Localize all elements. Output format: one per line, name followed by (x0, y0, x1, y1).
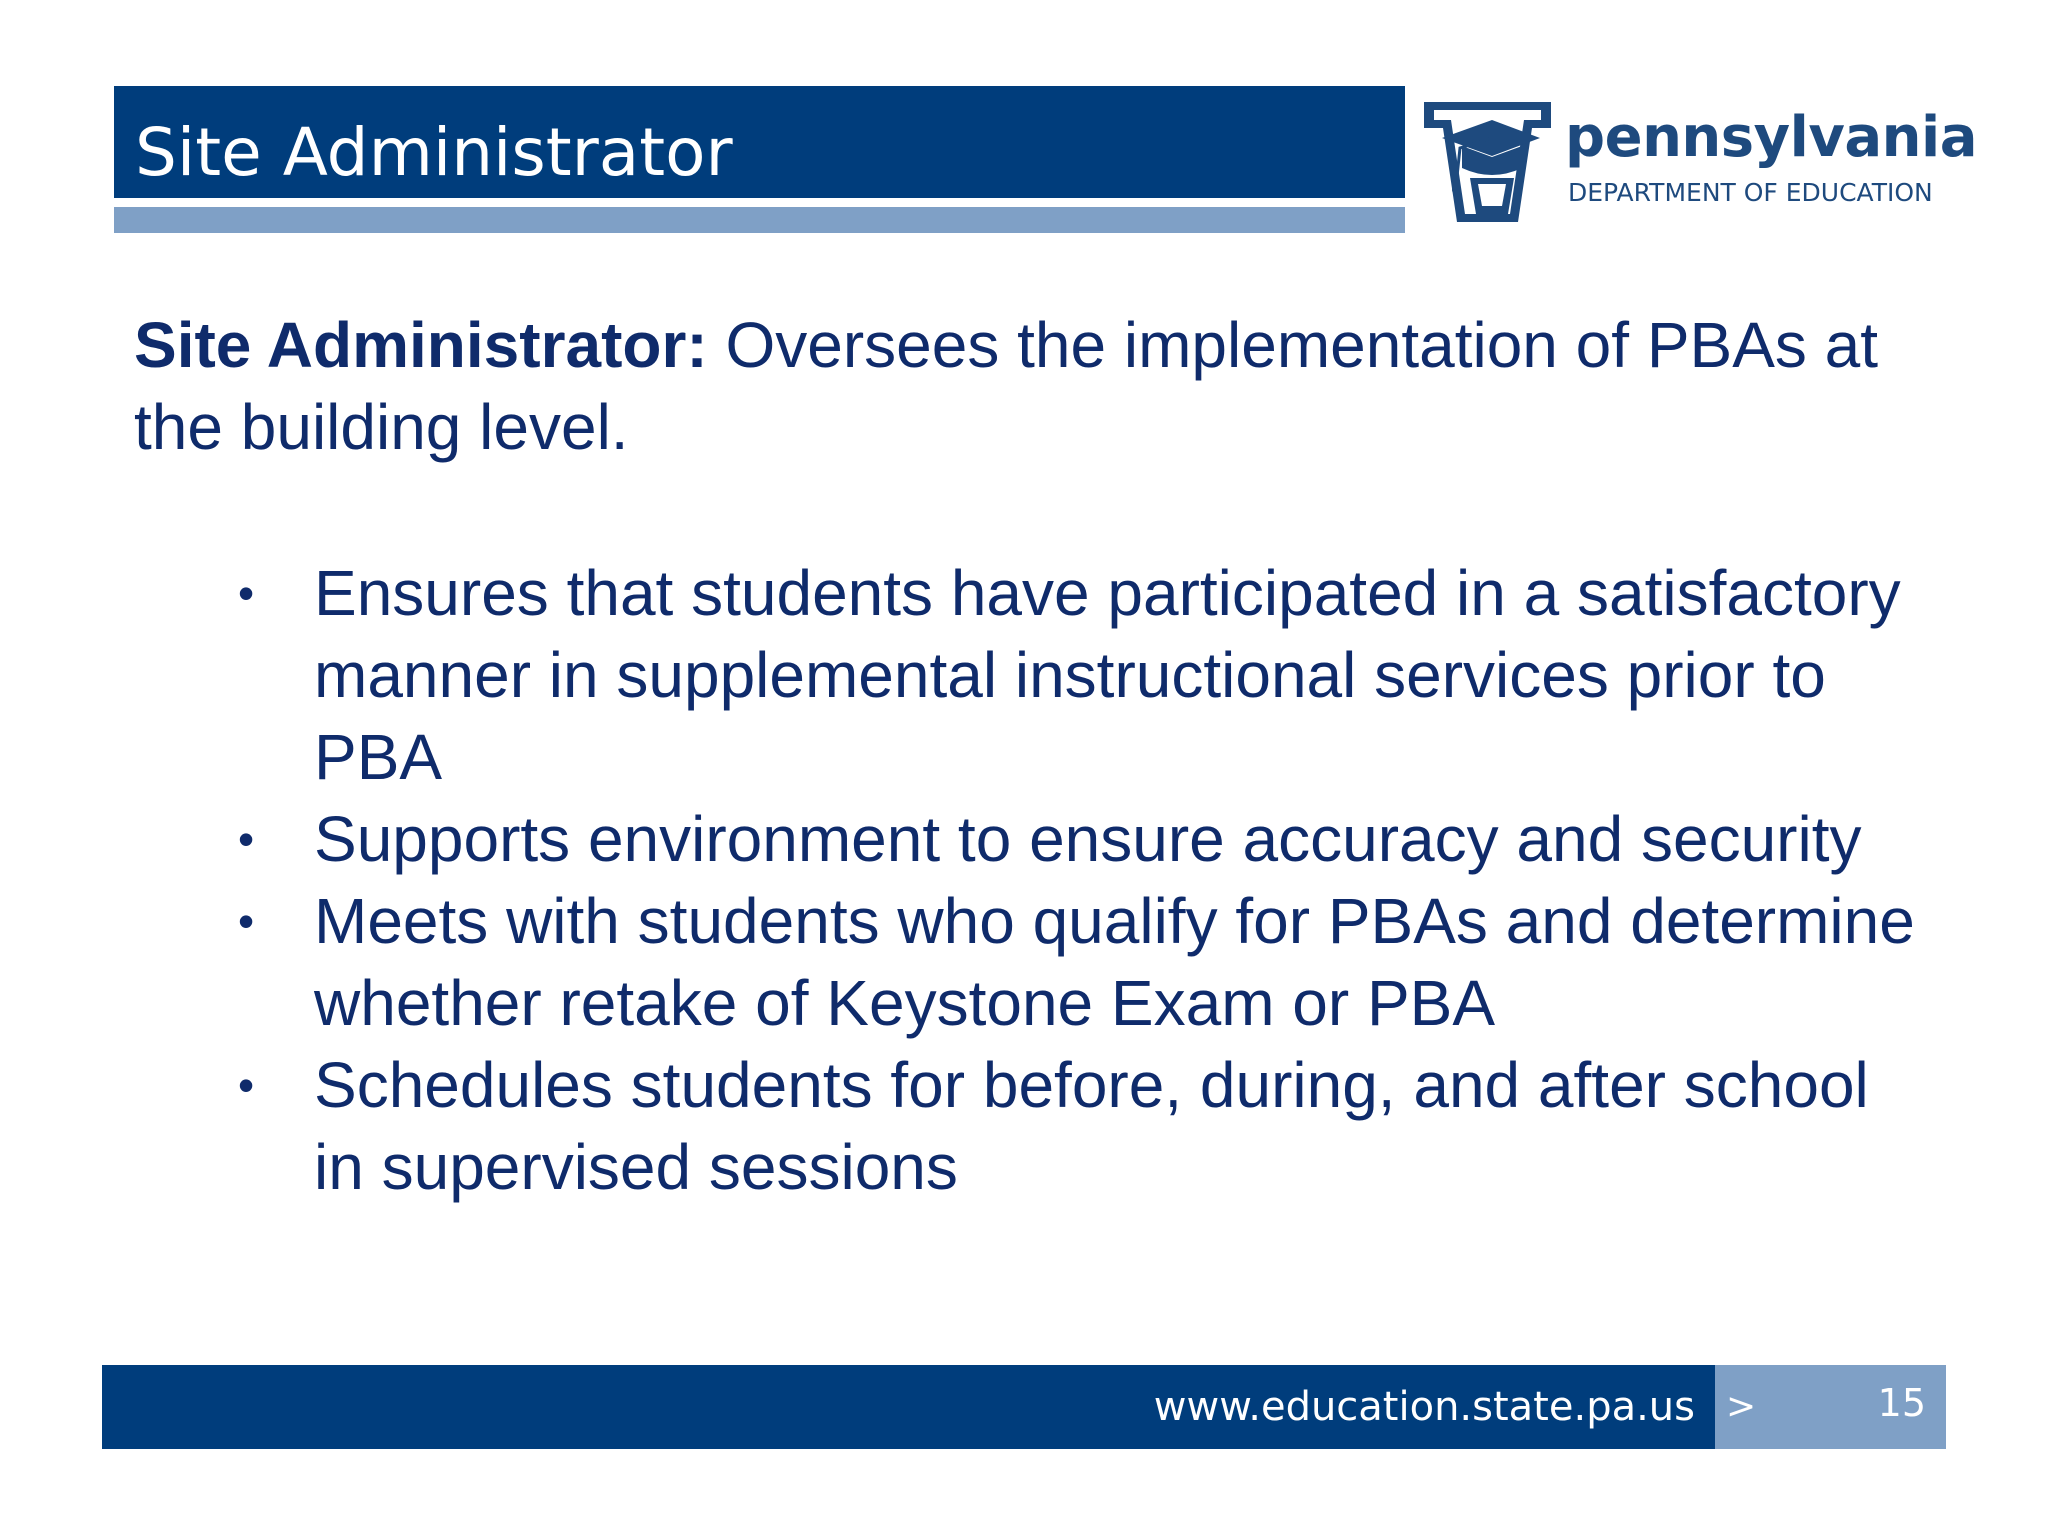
bullet-text: Supports environment to ensure accuracy and security (314, 803, 1862, 875)
bullet-text: Ensures that students have participated in a satisfactory manner in supplemental instructional services prior to PBA (314, 557, 1901, 793)
intro-paragraph (134, 304, 1934, 468)
page-number: 15 (1877, 1381, 1926, 1425)
bullet-icon: • (238, 567, 255, 619)
intro-label: Site Administrator: (134, 309, 708, 381)
list-item (234, 552, 1934, 798)
bullet-text: Schedules students for before, during, and after school in supervised sessions (314, 1049, 1869, 1203)
bullet-icon: • (238, 813, 255, 865)
slide-title: Site Administrator (135, 114, 733, 191)
pa-education-logo (1420, 92, 1977, 227)
list-item (234, 798, 1934, 880)
bullet-icon: • (238, 895, 255, 947)
footer-url-link[interactable]: www.education.state.pa.us (1153, 1384, 1695, 1430)
bullet-list (234, 552, 1934, 1208)
list-item (234, 1044, 1934, 1208)
bullet-text: Meets with students who qualify for PBAs and determine whether retake of Keystone Exam or PBA (314, 885, 1915, 1039)
next-arrow-icon[interactable]: > (1726, 1386, 1757, 1427)
bullet-icon: • (238, 1059, 255, 1111)
logo-state-name: pennsylvania (1565, 105, 1977, 170)
list-item (234, 880, 1934, 1044)
title-underline-bar (114, 207, 1405, 233)
logo-department-name: DEPARTMENT OF EDUCATION (1568, 178, 1933, 207)
keystone-graduation-cap-icon (1420, 98, 1555, 226)
intro-text: Oversees the implementation of PBAs at the building level. (134, 309, 1879, 463)
